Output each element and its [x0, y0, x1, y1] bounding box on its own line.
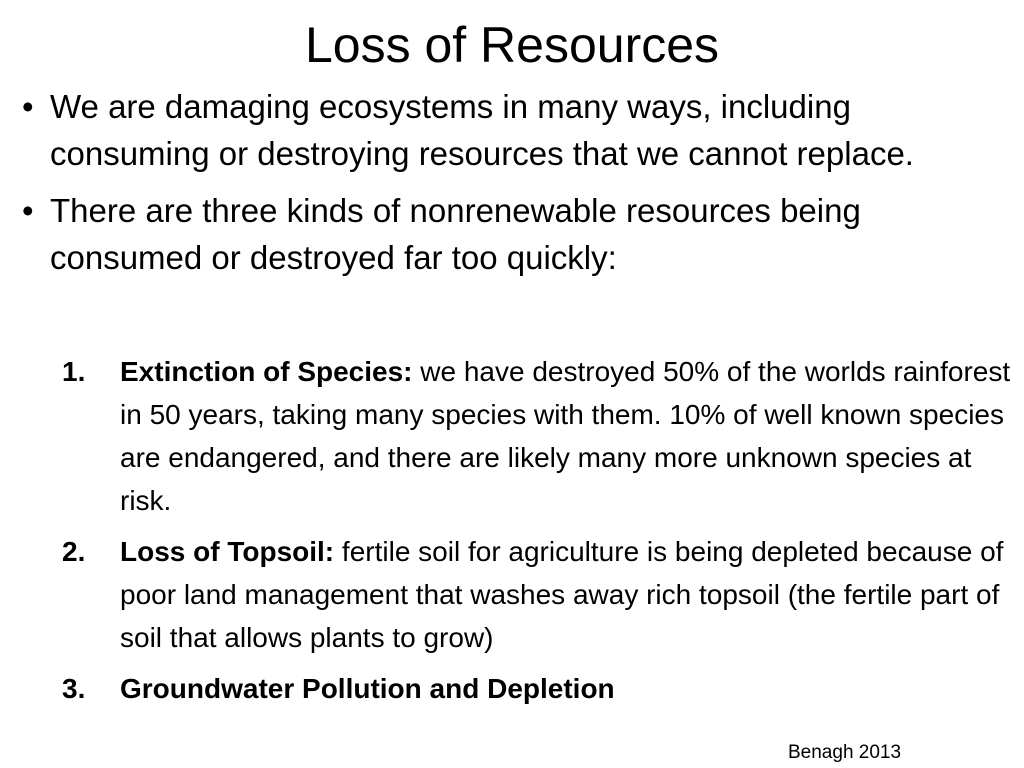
numbered-item-groundwater	[62, 667, 1012, 710]
bullet-marker: •	[22, 192, 34, 229]
item-number: 3.	[62, 673, 86, 704]
item-text: fertile soil for agriculture is being depleted because of poor land management that washes away rich topsoil (the fertile part of soil that allows plants to grow)	[120, 536, 1004, 653]
credit-text: Benagh 2013	[788, 742, 902, 763]
numbered-item-topsoil	[62, 530, 1012, 659]
item-number: 2.	[62, 536, 86, 567]
item-term: Groundwater Pollution and Depletion	[120, 673, 615, 704]
bullet-item	[22, 187, 1012, 281]
bullet-text: We are damaging ecosystems in many ways, including consuming or destroying resources that we cannot replace.	[50, 88, 914, 172]
bullet-marker: •	[22, 88, 34, 125]
item-text: we have destroyed 50% of the worlds rainforest in 50 years, taking many species with them. 10% of well known species are endangered, and there are likely many more unknown species at risk.	[120, 356, 1011, 516]
item-term: Loss of Topsoil:	[120, 536, 335, 567]
bullet-item	[22, 83, 1012, 177]
item-term: Extinction of Species:	[120, 356, 413, 387]
bullet-list	[22, 83, 1012, 291]
bullet-text: There are three kinds of nonrenewable resources being consumed or destroyed far too quickly:	[50, 192, 861, 276]
numbered-list	[62, 350, 1012, 718]
item-number: 1.	[62, 356, 86, 387]
slide-title: Loss of Resources	[304, 17, 720, 73]
numbered-item-extinction	[62, 350, 1012, 522]
